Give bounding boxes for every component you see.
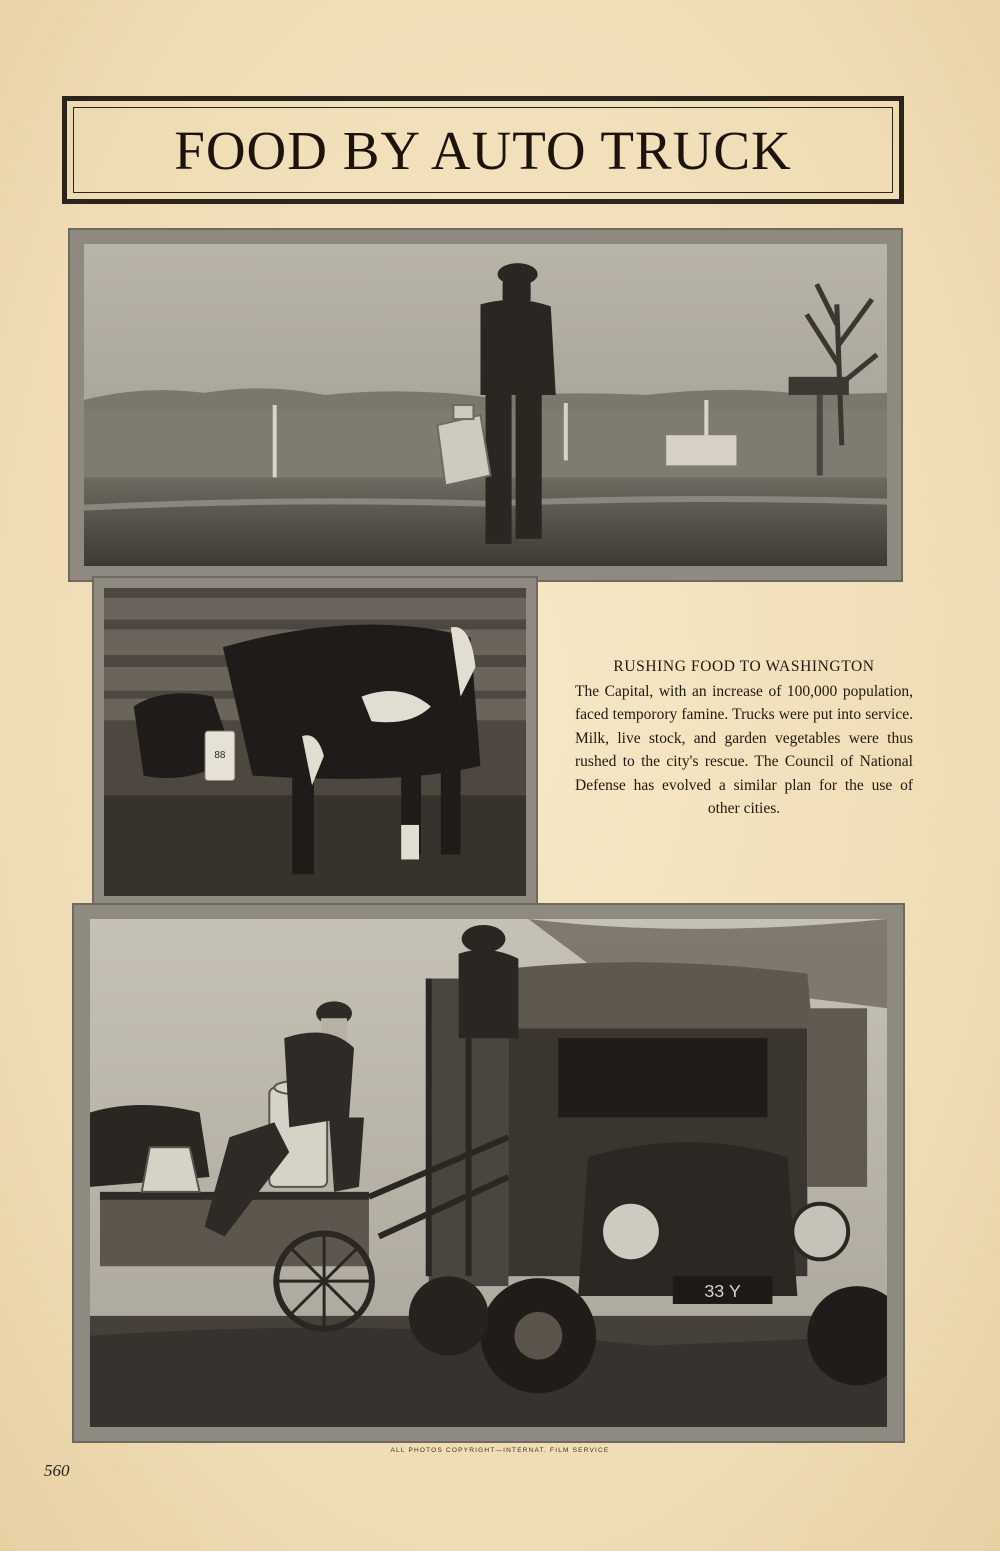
title-banner bbox=[62, 96, 904, 204]
calf-tag-text: 88 bbox=[214, 749, 226, 761]
photo-truck-loading bbox=[90, 919, 887, 1427]
photo-credit: ALL PHOTOS COPYRIGHT—INTERNAT. FILM SERVICE bbox=[390, 1447, 610, 1454]
page-title: FOOD BY AUTO TRUCK bbox=[174, 119, 792, 181]
caption-heading: RUSHING FOOD TO WASHINGTON bbox=[613, 658, 875, 675]
caption-body: The Capital, with an increase of 100,000 population, faced temporory famine. Trucks were put into service. Milk, live stock, and garden vegetables were thus rushed to the city's rescue. The Council of National Defense has evolved a similar plan for the use of other cities. bbox=[575, 682, 913, 817]
photo-frame-calf bbox=[92, 576, 538, 908]
photo-frame-truck bbox=[72, 903, 905, 1443]
caption-block bbox=[575, 655, 913, 821]
title-inner-rule bbox=[73, 107, 893, 193]
truck-plate-text: 33 Y bbox=[704, 1281, 741, 1302]
photo-farmer-milk-can bbox=[84, 244, 887, 566]
photo-frame-farmer bbox=[68, 228, 903, 582]
photo-tagged-calf bbox=[104, 588, 526, 896]
page-number: 560 bbox=[44, 1461, 70, 1480]
